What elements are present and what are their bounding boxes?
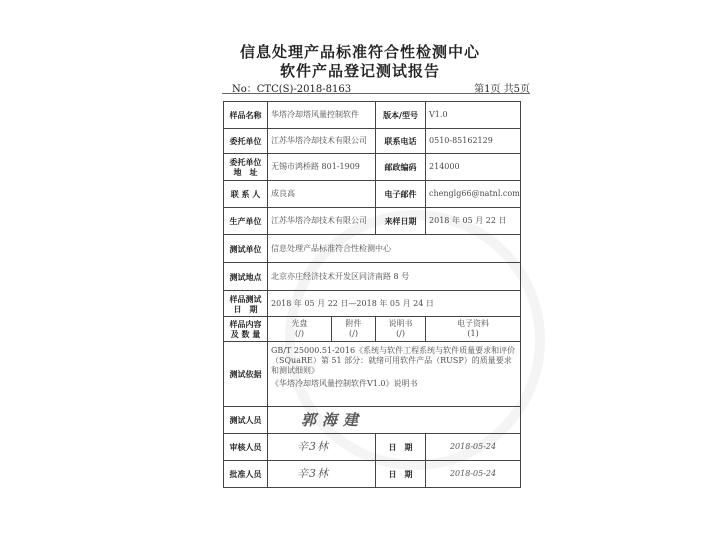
client-value: 江苏华塔冷却技术有限公司 <box>268 129 376 154</box>
row-client <box>224 129 521 154</box>
row-contact <box>224 181 521 208</box>
phone-value: 0510-85162129 <box>426 129 521 154</box>
report-number: No：CTC(S)-2018-8163 <box>232 84 352 95</box>
producer-value: 江苏华塔冷却技术有限公司 <box>268 208 376 235</box>
report-title: 软件产品登记测试报告 <box>279 62 440 80</box>
header-rule <box>222 93 530 94</box>
postcode-value: 214000 <box>426 154 521 181</box>
test-date-label <box>224 291 268 317</box>
version-label: 版本/型号 <box>376 102 426 129</box>
tester-signature-cell <box>268 407 521 434</box>
reviewer-label: 审核人员 <box>224 434 268 461</box>
basis-label: 测试依据 <box>224 342 268 407</box>
item-electronic-name: 电子资料 <box>457 319 490 328</box>
test-date-value: 2018 年 05 月 22 日—2018 年 05 月 24 日 <box>268 291 521 317</box>
producer-label: 生产单位 <box>224 208 268 235</box>
test-place-value: 北京亦庄经济技术开发区同济南路 8 号 <box>268 263 521 291</box>
page-info: 第1页 共5页 <box>474 84 530 95</box>
tester-label: 测试人员 <box>224 407 268 434</box>
basis-standard: GB/T 25000.51-2016《系统与软件工程系统与软件质量要求和评价（SQuaRE）第 51 部分：就绪可用软件产品（RUSP）的质量要求和测试细则》 <box>271 346 516 375</box>
report-title-org: 信息处理产品标准符合性检测中心 <box>239 43 480 61</box>
row-tester <box>224 407 521 434</box>
product-name: 华塔冷却塔风量控制软件 <box>268 102 376 129</box>
contact-label: 联 系 人 <box>224 181 268 208</box>
basis-manual: 《华塔冷却塔风量控制软件V1.0》说明书 <box>271 379 418 388</box>
approver-signature-cell <box>268 461 376 488</box>
row-test-date <box>224 291 521 317</box>
address-label-line2: 地 址 <box>233 167 258 177</box>
product-name-label: 样品名称 <box>224 102 268 129</box>
review-date-value: 2018-05-24 <box>426 434 521 461</box>
sample-content-label-line1: 样品内容 <box>229 319 262 329</box>
row-reviewer <box>224 434 521 461</box>
sample-date-value: 2018 年 05 月 22 日 <box>426 208 521 235</box>
row-product <box>224 102 521 129</box>
postcode-label: 邮政编码 <box>376 154 426 181</box>
item-manual <box>376 317 426 342</box>
row-address <box>224 154 521 181</box>
email-label: 电子邮件 <box>376 181 426 208</box>
phone-label: 联系电话 <box>376 129 426 154</box>
tester-signature: 郭海建 <box>301 410 365 429</box>
item-electronic-qty: (1) <box>467 329 479 338</box>
address-label-line1: 委托单位 <box>229 157 262 167</box>
approve-date-value: 2018-05-24 <box>426 461 521 488</box>
address-value: 无锡市鸿桥路 801-1909 <box>268 154 376 181</box>
report-form <box>223 101 521 488</box>
reviewer-signature-cell <box>268 434 376 461</box>
sample-date-label: 来样日期 <box>376 208 426 235</box>
item-attachment <box>332 317 376 342</box>
version-value: V1.0 <box>426 102 521 129</box>
item-manual-name: 说明书 <box>388 319 413 328</box>
approve-date-label: 日 期 <box>376 461 426 488</box>
item-electronic <box>426 317 521 342</box>
item-manual-qty: (/) <box>396 329 405 338</box>
row-sample-content <box>224 317 521 342</box>
item-attachment-name: 附件 <box>345 319 362 328</box>
test-date-label-line2: 日 期 <box>233 303 258 314</box>
test-unit-value: 信息处理产品标准符合性检测中心 <box>268 235 521 263</box>
item-cd-name: 光盘 <box>291 319 308 328</box>
client-label: 委托单位 <box>224 129 268 154</box>
sample-content-label <box>224 317 268 342</box>
item-cd-qty: (/) <box>295 329 304 338</box>
row-basis <box>224 342 521 407</box>
test-unit-label: 测试单位 <box>224 235 268 263</box>
item-cd <box>268 317 332 342</box>
contact-value: 成良高 <box>268 181 376 208</box>
review-date-label: 日 期 <box>376 434 426 461</box>
approver-signature: 辛3林 <box>297 467 329 481</box>
basis-value <box>268 342 521 407</box>
item-attachment-qty: (/) <box>349 329 358 338</box>
test-date-label-line1: 样品测试 <box>229 293 262 304</box>
reviewer-signature: 辛3林 <box>297 440 329 454</box>
sample-content-label-line2: 及 数 量 <box>230 329 261 339</box>
address-label <box>224 154 268 181</box>
test-place-label: 测试地点 <box>224 263 268 291</box>
row-approver <box>224 461 521 488</box>
row-producer <box>224 208 521 235</box>
row-test-place <box>224 263 521 291</box>
email-value: chenglg66@natnl.com <box>426 181 521 208</box>
row-test-unit <box>224 235 521 263</box>
approver-label: 批准人员 <box>224 461 268 488</box>
